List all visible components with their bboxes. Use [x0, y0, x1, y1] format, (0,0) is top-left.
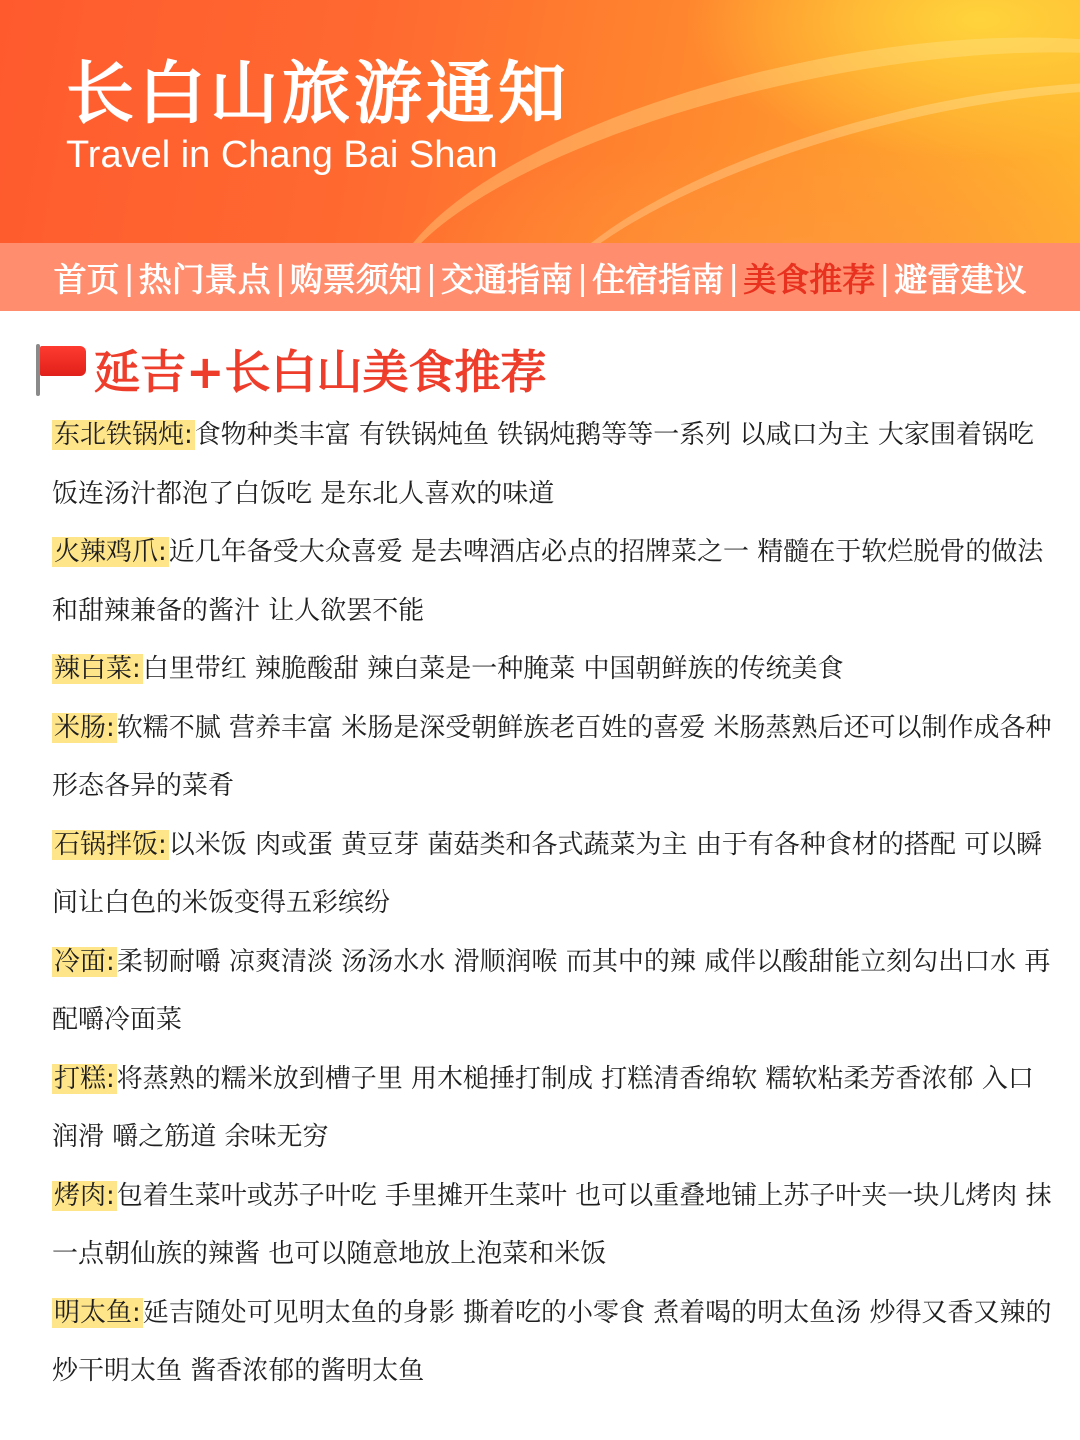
food-desc: 食物种类丰富 有铁锅炖鱼 铁锅炖鹅等等一系列 以咸口为主 大家围着锅吃饭连汤汁都泡了白饭吃 是东北人喜欢的味道 — [52, 420, 1034, 509]
food-name: 火辣鸡爪: — [54, 537, 167, 567]
nav-item-tickets[interactable]: 购票须知 — [289, 259, 422, 299]
food-name: 打糕: — [54, 1063, 115, 1094]
nav-separator: | — [425, 257, 437, 297]
nav-separator: | — [123, 257, 135, 297]
section-title: 延吉+长白山美食推荐 — [94, 345, 547, 399]
food-name: 明太鱼: — [54, 1297, 141, 1328]
food-desc: 白里带红 辣脆酸甜 辣白菜是一种腌菜 中国朝鲜族的传统美食 — [142, 654, 844, 684]
page-title: 长白山旅游通知 — [66, 55, 571, 134]
nav-item-transport[interactable]: 交通指南 — [441, 259, 573, 299]
header-banner — [0, 0, 1080, 243]
food-item — [52, 699, 1052, 816]
nav-separator: | — [274, 257, 286, 297]
food-item — [52, 406, 1052, 523]
food-item — [52, 523, 1052, 640]
nav-bar — [0, 243, 1080, 311]
food-desc: 延吉随处可见明太鱼的身影 撕着吃的小零食 煮着喝的明太鱼汤 炒得又香又辣的炒干明太鱼 酱香浓郁的酱明太鱼 — [52, 1297, 1052, 1386]
food-name: 石锅拌饭: — [54, 829, 167, 860]
food-desc: 将蒸熟的糯米放到槽子里 用木槌捶打制成 打糕清香绵软 糯软粘柔芳香浓郁 入口润滑 嚼之筋道 余味无穷 — [52, 1063, 1034, 1152]
food-item — [52, 933, 1052, 1050]
food-list — [52, 406, 1052, 1401]
nav-separator: | — [577, 257, 589, 297]
nav-separator: | — [879, 257, 891, 297]
nav-item-home[interactable]: 首页 — [53, 259, 120, 299]
food-name: 冷面: — [54, 946, 115, 977]
food-item — [52, 1050, 1052, 1167]
food-item — [52, 1167, 1052, 1284]
food-name: 烤肉: — [54, 1180, 115, 1211]
section-heading — [30, 336, 547, 402]
nav-item-lodging[interactable]: 住宿指南 — [592, 259, 725, 299]
food-name: 东北铁锅炖: — [54, 420, 193, 450]
nav-separator: | — [728, 257, 740, 297]
food-item — [52, 816, 1052, 933]
food-item — [52, 640, 1052, 699]
food-desc: 柔韧耐嚼 凉爽清淡 汤汤水水 滑顺润喉 而其中的辣 咸伴以酸甜能立刻勾出口水 再配嚼冷面菜 — [52, 946, 1051, 1035]
food-desc: 近几年备受大众喜爱 是去啤酒店必点的招牌菜之一 精髓在于软烂脱骨的做法和甜辣兼备的酱汁 让人欲罢不能 — [52, 537, 1044, 626]
food-desc: 包着生菜叶或苏子叶吃 手里摊开生菜叶 也可以重叠地铺上苏子叶夹一块儿烤肉 抹一点朝仙族的辣酱 也可以随意地放上泡菜和米饭 — [52, 1180, 1052, 1269]
food-name: 米肠: — [54, 712, 115, 743]
food-desc: 软糯不腻 营养丰富 米肠是深受朝鲜族老百姓的喜爱 米肠蒸熟后还可以制作成各种形态各异的菜肴 — [52, 712, 1052, 801]
nav-item-attractions[interactable]: 热门景点 — [138, 259, 271, 299]
page-subtitle: Travel in Chang Bai Shan — [66, 134, 498, 176]
nav-item-tips[interactable]: 避雷建议 — [894, 259, 1027, 299]
red-flag-icon — [30, 340, 88, 398]
food-item — [52, 1284, 1052, 1401]
food-desc: 以米饭 肉或蛋 黄豆芽 菌菇类和各式蔬菜为主 由于有各种食材的搭配 可以瞬间让白色的米饭变得五彩缤纷 — [52, 829, 1043, 918]
nav-item-food[interactable]: 美食推荐 — [743, 259, 876, 299]
food-name: 辣白菜: — [54, 654, 141, 684]
